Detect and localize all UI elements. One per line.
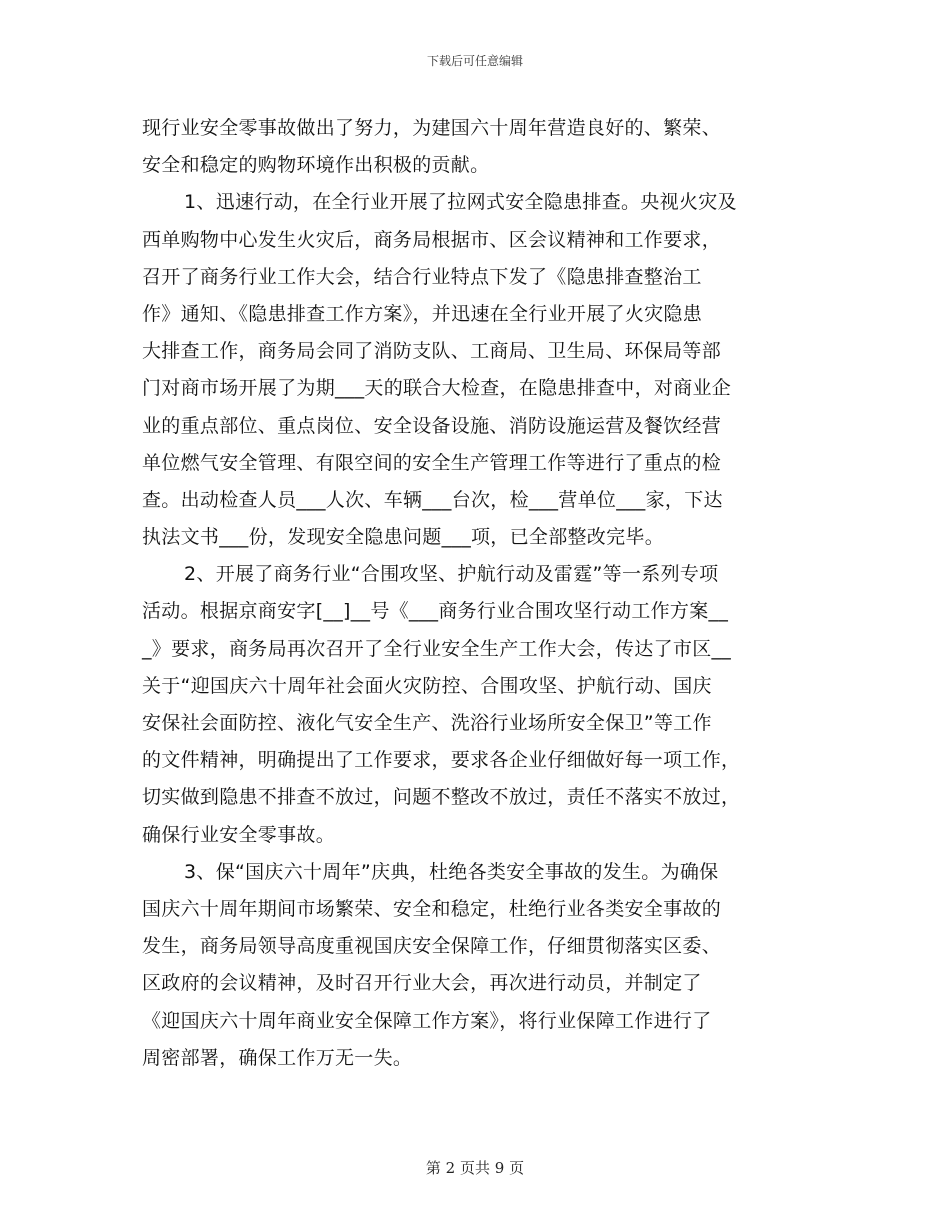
paragraph-start-line: 2、开展了商务行业“合围攻坚、护航行动及雷霆”等一系列专项 <box>184 563 719 586</box>
text-line: 现行业安全零事故做出了努力，为建国六十周年营造良好的、繁荣、 <box>142 117 722 139</box>
text-line: 门对商市场开展了为期___天的联合大检查，在隐患排查中，对商业企 <box>142 377 732 400</box>
text-line: 大排查工作，商务局会同了消防支队、工商局、卫生局、环保局等部 <box>142 340 722 363</box>
text-line: 安全和稳定的购物环境作出积极的贡献。 <box>142 154 490 177</box>
text-line: 单位燃气安全管理、有限空间的安全生产管理工作等进行了重点的检 <box>142 451 722 474</box>
page-header: 下载后可任意编辑 <box>426 54 523 68</box>
text-line: 业的重点部位、重点岗位、安全设备设施、消防设施运营及餐饮经营 <box>142 414 722 437</box>
text-line: _》要求，商务局再次召开了全行业安全生产工作大会，传达了市区__ <box>142 637 732 660</box>
text-line: 切实做到隐患不排查不放过，问题不整改不放过，责任不落实不放过， <box>142 786 741 809</box>
text-line: 的文件精神，明确提出了工作要求，要求各企业仔细做好每一项工作， <box>142 749 741 772</box>
text-line: 召开了商务行业工作大会，结合行业特点下发了《隐患排查整治工 <box>142 265 702 288</box>
paragraph-start-line: 3、保“国庆六十周年”庆典，杜绝各类安全事故的发生。为确保 <box>184 860 719 883</box>
text-line: 安保社会面防控、液化气安全生产、洗浴行业场所安全保卫”等工作 <box>142 712 712 734</box>
text-line: 查。出动检查人员___人次、车辆___台次，检___营单位___家，下达 <box>142 488 723 511</box>
text-line: 区政府的会议精神，及时召开行业大会，再次进行动员，并制定了 <box>142 972 702 995</box>
text-line: 活动。根据京商安字[__]__号《___商务行业合围攻坚行动工作方案__ <box>142 600 729 623</box>
text-line: 国庆六十周年期间市场繁荣、安全和稳定，杜绝行业各类安全事故的 <box>142 897 722 920</box>
text-line: 关于“迎国庆六十周年社会面火灾防控、合围攻坚、护航行动、国庆 <box>142 674 712 697</box>
text-line: 执法文书___份，发现安全隐患问题___项，已全部整改完毕。 <box>142 526 665 549</box>
text-line: 作》通知、《隐患排查工作方案》，并迅速在全行业开展了火灾隐患 <box>142 302 703 325</box>
text-line: 西单购物中心发生火灾后，商务局根据市、区会议精神和工作要求， <box>142 228 722 251</box>
document-body <box>142 110 812 1077</box>
text-line: 《迎国庆六十周年商业安全保障工作方案》，将行业保障工作进行了 <box>142 1009 712 1032</box>
page-footer: 第 2 页共 9 页 <box>425 1159 525 1177</box>
text-line: 周密部署，确保工作万无一失。 <box>142 1046 413 1069</box>
paragraph-start-line: 1、迅速行动，在全行业开展了拉网式安全隐患排查。央视火灾及 <box>184 191 737 214</box>
text-line: 确保行业安全零事故。 <box>142 823 336 846</box>
text-line: 发生，商务局领导高度重视国庆安全保障工作，仔细贯彻落实区委、 <box>142 935 722 958</box>
